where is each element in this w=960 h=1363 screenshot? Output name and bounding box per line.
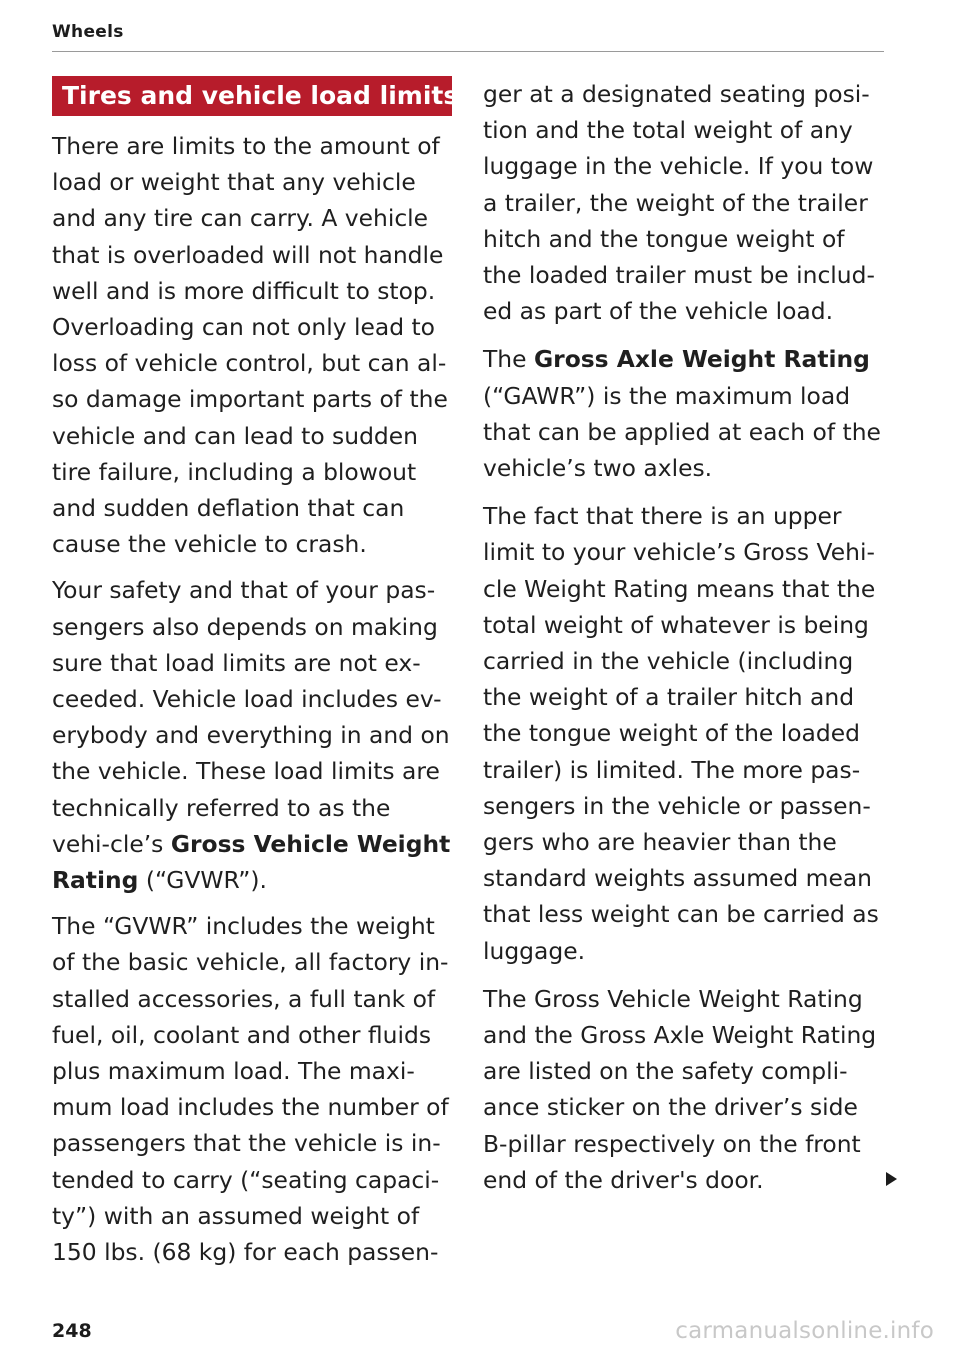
page-number: 248 <box>52 1320 92 1342</box>
paragraph-text: Your safety and that of your pas-sengers also depends on making sure that load limits are not ex-ceeded. Vehicle load includes ev-erybody and everything in and on the vehicle. These load limits are technically referred to as the vehi-cle’s <box>52 576 450 858</box>
paragraph-gvwr-intro <box>52 572 452 898</box>
paragraph-upper-limit <box>483 498 888 969</box>
paragraph-text: (“GVWR”). <box>138 866 267 895</box>
paragraph-text: ger at a designated seating posi-tion and the total weight of any luggage in the vehicle. If you tow a trailer, the weight of the trailer hitch and the tongue weight of the loaded trailer must be includ-ed as part of the vehicle load. <box>483 80 875 326</box>
paragraph-text: There are limits to the amount of load or weight that any vehicle and any tire can carry. A vehicle that is overloaded will not handle well and is more difficult to stop. Overloading can not only lead to loss of vehicle control, but can al-so damage important parts of the vehicle and can lead to sudden tire failure, including a blowout and sudden deflation that can cause the vehicle to crash. <box>52 132 448 559</box>
paragraph-gawr <box>483 341 888 486</box>
paragraph-text: The “GVWR” includes the weight of the basic vehicle, all factory in-stalled accessories, a full tank of fuel, oil, coolant and other fluids plus maximum load. The maxi-mum load includes the number of passengers that the vehicle is in-tended to carry (“seating capaci-ty”) with an assumed weight of 150 lbs. (68 kg) for each passen- <box>52 912 449 1267</box>
paragraph-text: The fact that there is an upper limit to your vehicle’s Gross Vehi-cle Weight Rating means that the total weight of whatever is being carried in the vehicle (including the weight of a trailer hitch and the tongue weight of the loaded trailer) is limited. The more pas-sengers in the vehicle or passen-gers who are heavier than the standard weights assumed mean that less weight can be carried as luggage. <box>483 502 879 965</box>
paragraph-text: (“GAWR”) is the maximum load that can be applied at each of the vehicle’s two axles. <box>483 381 881 483</box>
paragraph-continuation <box>483 76 888 329</box>
page-header-title: Wheels <box>52 22 124 42</box>
header-divider <box>52 51 884 52</box>
left-column <box>52 76 459 1280</box>
watermark: carmanualsonline.info <box>675 1318 934 1344</box>
right-column <box>483 76 888 1210</box>
section-heading: Tires and vehicle load limits <box>52 76 452 116</box>
paragraph-gvwr-includes <box>52 908 452 1270</box>
paragraph-load-limits <box>52 128 452 562</box>
continue-arrow-icon <box>886 1172 897 1186</box>
paragraph-text: The Gross Vehicle Weight Rating and the Gross Axle Weight Rating are listed on the safety compli-ance sticker on the driver’s side B-pillar respectively on the front end of the driver's door. <box>483 984 877 1194</box>
term-gawr: Gross Axle Weight Rating <box>533 345 870 374</box>
term-gvwr: Gross Vehicle Weight Rating <box>52 829 451 895</box>
paragraph-text: The <box>483 345 534 374</box>
paragraph-sticker-location <box>483 981 888 1198</box>
